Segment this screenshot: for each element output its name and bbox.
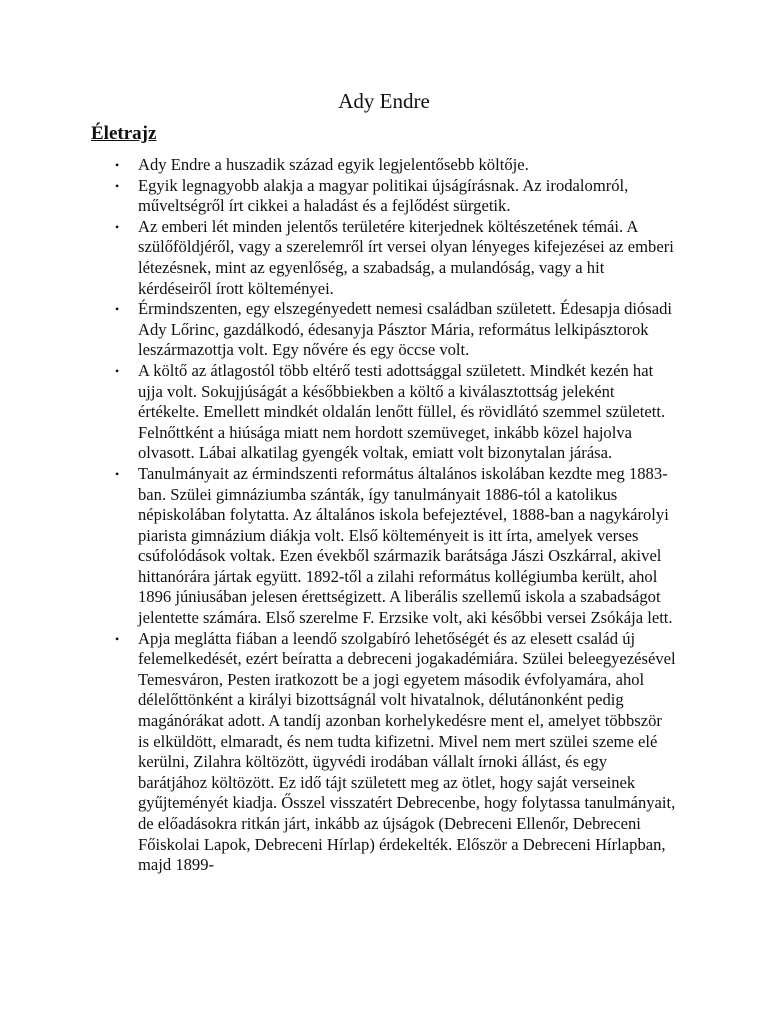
bullet-icon: • <box>115 158 120 172</box>
bullet-icon: • <box>115 631 120 646</box>
list-item <box>111 629 676 876</box>
list-item-text: Apja meglátta fiában a leendő szolgabíró lehetőségét és az elesett család új felemelkedését, ezért beíratta a debreceni jogakadémiára. Szülei beleegyezésével Temesváron, Pesten iratkozott be a jogi egyetem második évfolyamára, ahol délelőttönként a királyi bizottságnál volt hivatalnok, délutánonként pedig magánórákat adott. A tandíj azonban korhelykedésre ment el, amelyet többször is elküldött, elmaradt, és nem tudta kifizetni. Mivel nem mert szülei szeme elé kerülni, Zilahra költözött, ügyvédi irodában vállalt írnoki állást, és egy barátjához költözött. Ez idő tájt született meg az ötlet, hogy saját verseinek gyűjteményét kiadja. Ősszel visszatért Debrecenbe, hogy folytassa tanulmányait, de előadásokra ritkán járt, inkább az újságok (Debreceni Ellenőr, Debreceni Főiskolai Lapok, Debreceni Hírlap) érdekelték. Először a Debreceni Hírlapban, majd 1899- <box>138 628 676 875</box>
list-item-text: Az emberi lét minden jelentős területére kiterjednek költészetének témái. A szülőföldjéről, vagy a szerelemről írt versei olyan lényeges kifejezései az emberi létezésnek, mint az egyenlőség, a szabadság, a mulandóság, vagy a hit kérdéseiről írott költeményei. <box>138 216 674 298</box>
bullet-list <box>111 155 676 876</box>
section-heading: Életrajz <box>91 123 157 144</box>
list-item-text: Ady Endre a huszadik század egyik legjelentősebb költője. <box>138 155 529 174</box>
list-item-text: Érmindszenten, egy elszegényedett nemesi családban született. Édesapja diósadi Ady Lőrinc, gazdálkodó, édesanyja Pásztor Mária, református lelkipásztorok leszármazottja volt. Egy nővére és egy öccse volt. <box>138 299 673 360</box>
list-item <box>111 217 676 299</box>
bullet-icon: • <box>115 178 120 193</box>
list-item-text: A költő az átlagostól több eltérő testi adottsággal született. Mindkét kezén hat ujja volt. Sokujjúságát a későbbiekben a költő a kiválasztottság jeleként értékelte. Emellett mindkét oldalán lenőtt füllel, és rövidlátó szemmel született. Felnőttként a hiúsága miatt nem hordott szemüveget, inkább közel hajolva olvasott. Lábai alkatilag gyengék voltak, emiatt volt bizonytalan járása. <box>138 360 666 463</box>
list-item-text: Tanulmányait az érmindszenti református általános iskolában kezdte meg 1883-ban. Szülei gimnáziumba szánták, így tanulmányait 1886-tól a katolikus népiskolában folytatta. Az általános iskola befejeztével, 1888-ban a nagykárolyi piarista gimnázium diákja volt. Első költeményeit is itt írta, amelyek verses csúfolódások voltak. Ezen évekből származik barátsága Jászi Oszkárral, akivel hittanórára jártak együtt. 1892-től a zilahi református kollégiumba került, ahol 1896 júniusában jelesen érettségizett. A liberális szellemű iskola a szabadságot jelentette számára. Első szerelme F. Erzsike volt, aki későbbi versei Zsókája lett. <box>138 463 673 628</box>
page-title: Ady Endre <box>338 89 430 113</box>
list-item <box>111 176 676 217</box>
list-item-text: Egyik legnagyobb alakja a magyar politikai újságírásnak. Az irodalomról, műveltségről írt cikkei a haladást és a fejlődést sürgetik. <box>138 175 629 216</box>
list-item <box>111 361 676 464</box>
list-item <box>111 155 676 176</box>
list-item <box>111 299 676 361</box>
bullet-icon: • <box>115 466 120 481</box>
bullet-icon: • <box>115 363 120 378</box>
bullet-icon: • <box>115 219 120 234</box>
bullet-icon: • <box>115 302 120 317</box>
list-item <box>111 464 676 629</box>
